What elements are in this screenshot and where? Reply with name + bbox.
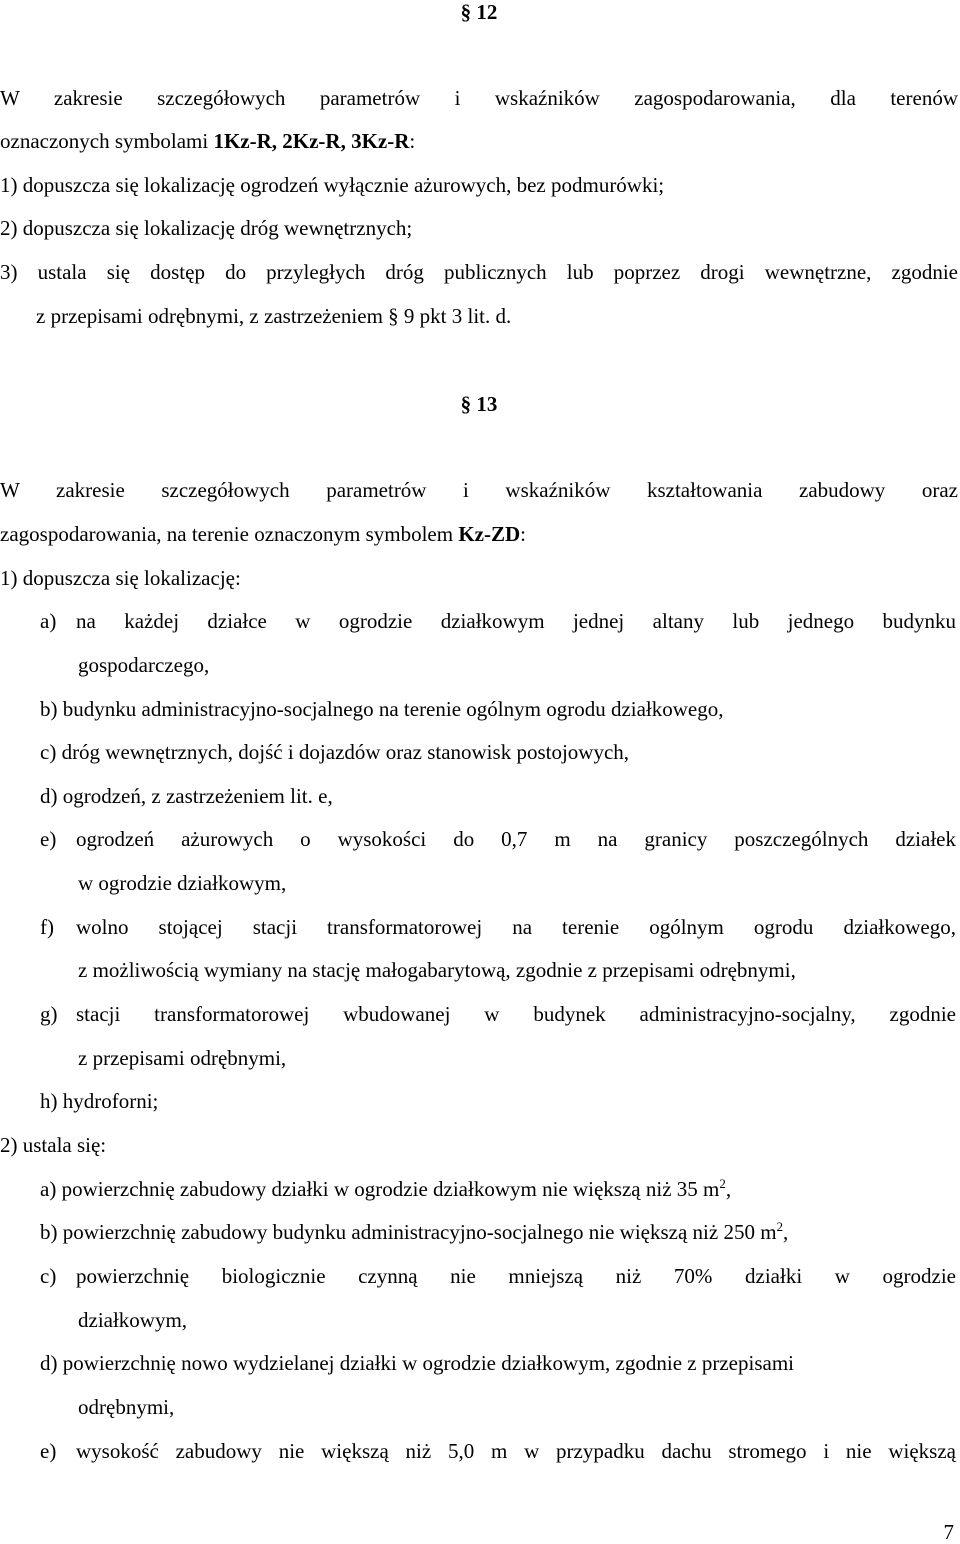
symbol-1kz-r: 1Kz-R, 2Kz-R, 3Kz-R: [213, 129, 410, 153]
point-2-item-d-cont: odrębnymi,: [78, 1395, 175, 1419]
section-12-intro-line1: W zakresie szczegółowych parametrów i wskaźników zagospodarowania, dla terenów: [0, 86, 958, 110]
point-1-item-c: c) dróg wewnętrznych, dojść i dojazdów oraz stanowisk postojowych,: [40, 740, 630, 764]
section-12-item-3-line1: 3) ustala się dostęp do przyległych dróg publicznych lub poprzez drogi wewnętrzne, zgodnie: [0, 260, 958, 284]
point-2-item-c: c) powierzchnię biologicznie czynną nie mniejszą niż 70% działki w ogrodzie: [40, 1264, 956, 1288]
section-13-point-1: 1) dopuszcza się lokalizację:: [0, 566, 241, 590]
point-1-item-h: h) hydroforni;: [40, 1089, 159, 1113]
symbol-kz-zd: Kz-ZD: [458, 522, 521, 546]
point-1-item-f-cont: z możliwością wymiany na stację małogabarytową, zgodnie z przepisami odrębnymi,: [78, 958, 796, 982]
point-1-item-a-cont: gospodarczego,: [78, 653, 210, 677]
point-1-item-a: a) na każdej działce w ogrodzie działkowym jednej altany lub jednego budynku: [40, 609, 956, 633]
section-12-intro-line2: oznaczonych symbolami 1Kz-R, 2Kz-R, 3Kz-R:: [0, 129, 416, 153]
section-12-item-3-line2: z przepisami odrębnymi, z zastrzeżeniem § 9 pkt 3 lit. d.: [36, 304, 512, 328]
point-1-item-e-cont: w ogrodzie działkowym,: [78, 871, 287, 895]
section-13-intro-line2: zagospodarowania, na terenie oznaczonym symbolem Kz-ZD:: [0, 522, 527, 546]
point-1-item-e: e) ogrodzeń ażurowych o wysokości do 0,7 m na granicy poszczególnych działek: [40, 827, 956, 851]
point-2-item-b: b) powierzchnię zabudowy budynku administracyjno-socjalnego nie większą niż 250 $m^2$,: [40, 1219, 789, 1244]
point-1-item-b: b) budynku administracyjno-socjalnego na terenie ogólnym ogrodu działkowego,: [40, 697, 724, 721]
point-1-item-d: d) ogrodzeń, z zastrzeżeniem lit. e,: [40, 784, 333, 808]
section-12-item-2: 2) dopuszcza się lokalizację dróg wewnętrznych;: [0, 216, 413, 240]
point-2-item-e: e) wysokość zabudowy nie większą niż 5,0 m w przypadku dachu stromego i nie większą: [40, 1439, 956, 1463]
section-12-item-1: 1) dopuszcza się lokalizację ogrodzeń wyłącznie ażurowych, bez podmurówki;: [0, 173, 665, 197]
section-13-heading: § 13: [460, 392, 498, 416]
section-13-intro-line1: W zakresie szczegółowych parametrów i wskaźników kształtowania zabudowy oraz: [0, 478, 958, 502]
section-12-heading: § 12: [460, 0, 498, 24]
point-1-item-f: f) wolno stojącej stacji transformatorowej na terenie ogólnym ogrodu działkowego,: [40, 915, 956, 939]
page-number: 7: [943, 1520, 954, 1544]
point-2-item-a: a) powierzchnię zabudowy działki w ogrodzie działkowym nie większą niż 35 $m^2$,: [40, 1176, 732, 1201]
point-2-item-d: d) powierzchnię nowo wydzielanej działki w ogrodzie działkowym, zgodnie z przepisami: [40, 1351, 794, 1375]
point-1-item-g: g) stacji transformatorowej wbudowanej w budynek administracyjno-socjalny, zgodnie: [40, 1002, 956, 1026]
point-1-item-g-cont: z przepisami odrębnymi,: [78, 1046, 287, 1070]
section-13-point-2: 2) ustala się:: [0, 1133, 107, 1157]
point-2-item-c-cont: działkowym,: [78, 1308, 188, 1332]
